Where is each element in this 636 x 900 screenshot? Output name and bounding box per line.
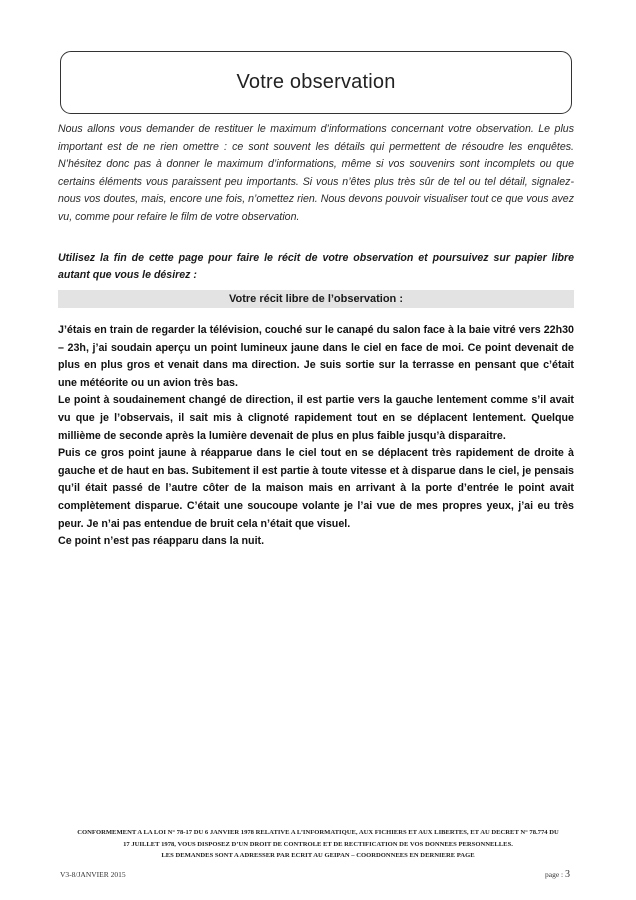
observation-narrative: [58, 322, 574, 551]
page-indicator: [545, 869, 570, 880]
legal-notice-line-1: CONFORMEMENT A LA LOI N° 78-17 DU 6 JANVIER 1978 RELATIVE A L’INFORMATIQUE, AUX FICHIERS ET AUX LIBERTES, ET AU DECRET N° 78.774 DU: [77, 829, 559, 836]
page-title: Votre observation: [236, 71, 396, 93]
version-label: V3-8/JANVIER 2015: [60, 870, 126, 879]
page-number: 3: [565, 869, 570, 880]
intro-paragraph: Nous allons vous demander de restituer le maximum d’informations concernant votre observation. Le plus important est de ne rien omettre : ce sont souvent les détails qui permettent de résoudre les enquêtes. N’hésitez donc pas à donner le maximum d’informations, même si vos souvenirs sont incomplets ou que certains éléments vous paraissent peu importants. Si vous n’êtes plus très sûr de tel ou tel détail, signalez-nous vos doutes, mais, encore une fois, n’omettez rien. Nous devons pouvoir visualiser tout ce que vous avez vu, comme pour refaire le film de votre observation.: [58, 123, 574, 223]
legal-notice-line-3: LES DEMANDES SONT A ADRESSER PAR ECRIT AU GEIPAN – COORDONNEES EN DERNIERE PAGE: [161, 852, 475, 859]
narrative-paragraph-2: Le point à soudainement changé de direction, il est partie vers la gauche lentement comme s’il avait vu que je l’observais, il sait mis à clignoté rapidement tout en se déplacent lentement. Quelque millième de seconde après la lumière devenait de plus en plus faible jusqu’à disparaitre.: [58, 394, 574, 442]
narrative-paragraph-3: Puis ce gros point jaune à réapparue dans le ciel tout en se déplacent très rapidement de droite à gauche et de haut en bas. Subitement il est partie à toute vitesse et à disparue dans le ciel, je pensais qu’il était passé de l’autre côter de la maison mais en arrivant à la porte d’entrée le point avait complètement disparue. C’était une soucoupe volante je l’ai vue de mes propres yeux, j’ai eu très peur. Je n’ai pas entendue de bruit cela n’était que visuel.: [58, 447, 574, 530]
narrative-paragraph-1: J’étais en train de regarder la télévision, couché sur le canapé du salon face à la baie vitré vers 22h30 – 23h, j’ai soudain aperçu un point lumineux jaune dans le ciel en face de moi. Ce point devenait de plus en plus gros et venait dans ma direction. Je suis sortie sur la terrasse en pensant que c’était une météorite ou un avion très bas.: [58, 324, 574, 389]
title-box: [60, 51, 572, 114]
section-heading-bar: [58, 290, 574, 308]
page-label: page :: [545, 870, 564, 879]
section-heading: Votre récit libre de l’observation :: [228, 293, 403, 305]
legal-notice-line-2: 17 JUILLET 1978, VOUS DISPOSEZ D’UN DROIT DE CONTROLE ET DE RECTIFICATION DE VOS DONNEES PERSONNELLES.: [123, 840, 513, 848]
legal-notice: [60, 827, 576, 862]
instruction-text: Utilisez la fin de cette page pour faire le récit de votre observation et poursuivez sur papier libre autant que vous le désirez :: [58, 252, 574, 281]
narrative-paragraph-4: Ce point n’est pas réapparu dans la nuit.: [58, 535, 265, 548]
